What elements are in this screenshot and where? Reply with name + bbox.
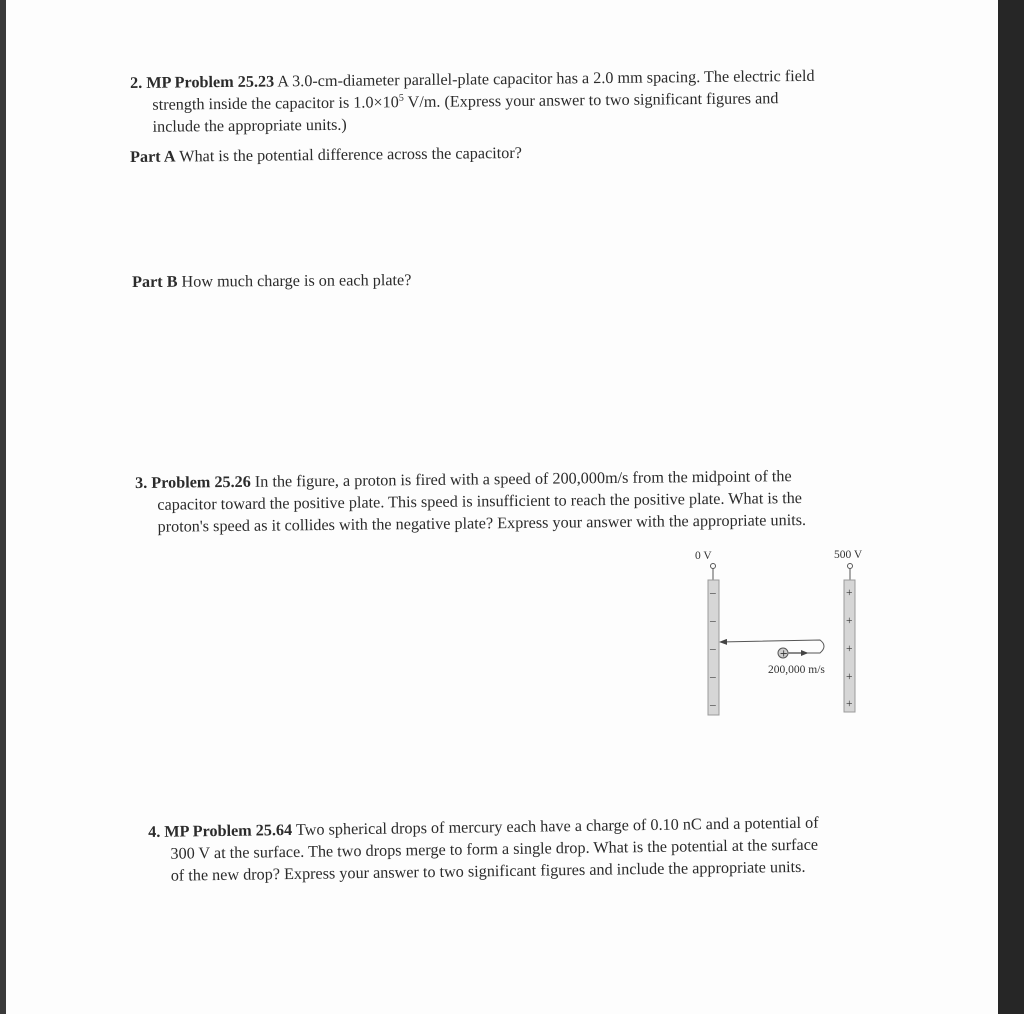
problem-3-line-3: proton's speed as it collides with the negative plate? Express your answer with the appropriate units.	[157, 510, 807, 536]
capacitor-figure	[686, 540, 886, 725]
right-terminal	[848, 564, 853, 581]
problem-4	[148, 812, 819, 887]
document-page	[6, 0, 998, 1014]
problem-3-title: Problem 25.26	[151, 472, 251, 492]
positive-plate	[844, 580, 855, 712]
problem-2-text-2a: strength inside the capacitor is 1.0×10	[152, 93, 399, 114]
plus-sign: +	[846, 615, 853, 627]
problem-2-number: 2.	[130, 73, 143, 92]
left-plate-voltage-label: 0 V	[695, 550, 712, 562]
problem-2-part-a	[130, 144, 522, 167]
minus-sign: –	[710, 615, 716, 627]
minus-sign: –	[710, 671, 716, 683]
problem-3-number: 3.	[135, 473, 148, 492]
part-b-question: How much charge is on each plate?	[177, 271, 412, 291]
problem-4-line-3: of the new drop? Express your answer to two significant figures and include the appropriate units.	[170, 857, 806, 885]
proton-charge-symbol: +	[779, 648, 788, 660]
right-scan-border	[998, 0, 1024, 1014]
problem-4-title: MP Problem 25.64	[164, 820, 293, 841]
problem-2-exponent: 5	[398, 92, 404, 104]
problem-2	[130, 65, 815, 138]
plus-sign: +	[846, 671, 853, 683]
proton-trajectory	[720, 640, 824, 653]
part-a-question: What is the potential difference across the capacitor?	[175, 143, 522, 166]
part-b-label: Part B	[132, 272, 178, 291]
problem-2-line-3: include the appropriate units.)	[152, 115, 347, 136]
problem-3-line-2: capacitor toward the positive plate. This speed is insufficient to reach the positive plate. What is the	[157, 489, 803, 514]
proton-icon	[778, 648, 788, 660]
problem-4-number: 4.	[148, 822, 161, 841]
speed-label: 200,000 m/s	[768, 664, 825, 676]
problem-4-text-1: Two spherical drops of mercury each have a charge of 0.10 nC and a potential of	[292, 813, 819, 839]
minus-sign: –	[710, 643, 716, 655]
problem-3	[135, 465, 806, 538]
problem-2-text-1: A 3.0-cm-diameter parallel-plate capacitor has a 2.0 mm spacing. The electric field	[274, 66, 815, 91]
minus-sign: –	[710, 587, 716, 599]
problem-4-line-2: 300 V at the surface. The two drops merge to form a single drop. What is the potential at the surface	[170, 835, 819, 863]
problem-2-part-b	[132, 271, 411, 292]
plus-sign: +	[846, 587, 853, 599]
negative-plate	[708, 580, 719, 715]
problem-3-text-1: In the figure, a proton is fired with a speed of 200,000m/s from the midpoint of the	[250, 467, 792, 491]
problem-2-title: MP Problem 25.23	[146, 72, 275, 92]
part-a-label: Part A	[130, 147, 176, 166]
plus-sign: +	[846, 698, 853, 710]
minus-sign: –	[710, 699, 716, 711]
plus-sign: +	[846, 643, 853, 655]
problem-2-text-2b: V/m. (Express your answer to two significant figures and	[403, 89, 779, 112]
right-plate-voltage-label: 500 V	[834, 549, 863, 561]
left-terminal	[711, 564, 716, 581]
